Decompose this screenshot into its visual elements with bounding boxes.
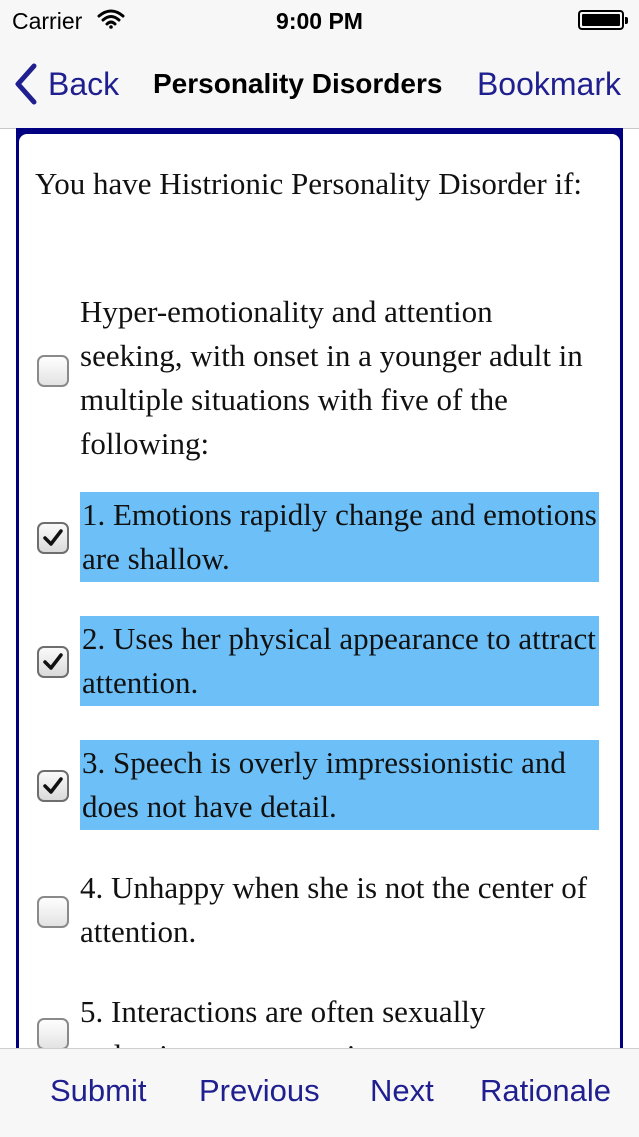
option-text[interactable]: Hyper-emotionality and attention seeking, with onset in a younger adult in multiple situations with five of the following: (80, 294, 583, 461)
option-text[interactable]: 2. Uses her physical appearance to attract attention. (80, 616, 599, 706)
option-text[interactable]: 4. Unhappy when she is not the center of attention. (80, 870, 588, 949)
rationale-button[interactable]: Rationale (480, 1073, 611, 1108)
question-prompt: You have Histrionic Personality Disorder if: (35, 166, 583, 201)
page-title: Personality Disorders (153, 68, 443, 99)
option-text[interactable]: 5. Interactions are often sexually (80, 994, 486, 1029)
previous-button[interactable]: Previous (199, 1073, 320, 1108)
bottom-toolbar (0, 1048, 639, 1137)
option-checkbox[interactable] (37, 355, 69, 387)
panel-top-border (16, 128, 623, 144)
navigation-bar (0, 40, 639, 129)
option-checkbox[interactable] (37, 522, 69, 554)
checkmark-icon (42, 775, 64, 797)
question-panel[interactable] (16, 128, 623, 1048)
checkmark-icon (42, 527, 64, 549)
option-text[interactable]: 3. Speech is overly impressionistic and does not have detail. (80, 740, 599, 830)
option-checkbox[interactable] (37, 646, 69, 678)
status-bar (0, 0, 639, 40)
option-checkbox[interactable] (37, 1018, 69, 1050)
option-checkbox[interactable] (37, 770, 69, 802)
option-checkbox[interactable] (37, 896, 69, 928)
battery-icon (578, 10, 624, 30)
back-button[interactable] (14, 64, 119, 104)
next-button[interactable]: Next (370, 1073, 434, 1108)
checkmark-icon (42, 651, 64, 673)
chevron-left-icon (14, 64, 38, 104)
clock: 9:00 PM (276, 8, 363, 34)
back-label: Back (48, 65, 120, 102)
carrier-label: Carrier (12, 8, 83, 34)
bookmark-button[interactable]: Bookmark (476, 66, 621, 102)
option-text[interactable]: 1. Emotions rapidly change and emotions are shallow. (80, 492, 599, 582)
submit-button[interactable]: Submit (50, 1073, 147, 1108)
